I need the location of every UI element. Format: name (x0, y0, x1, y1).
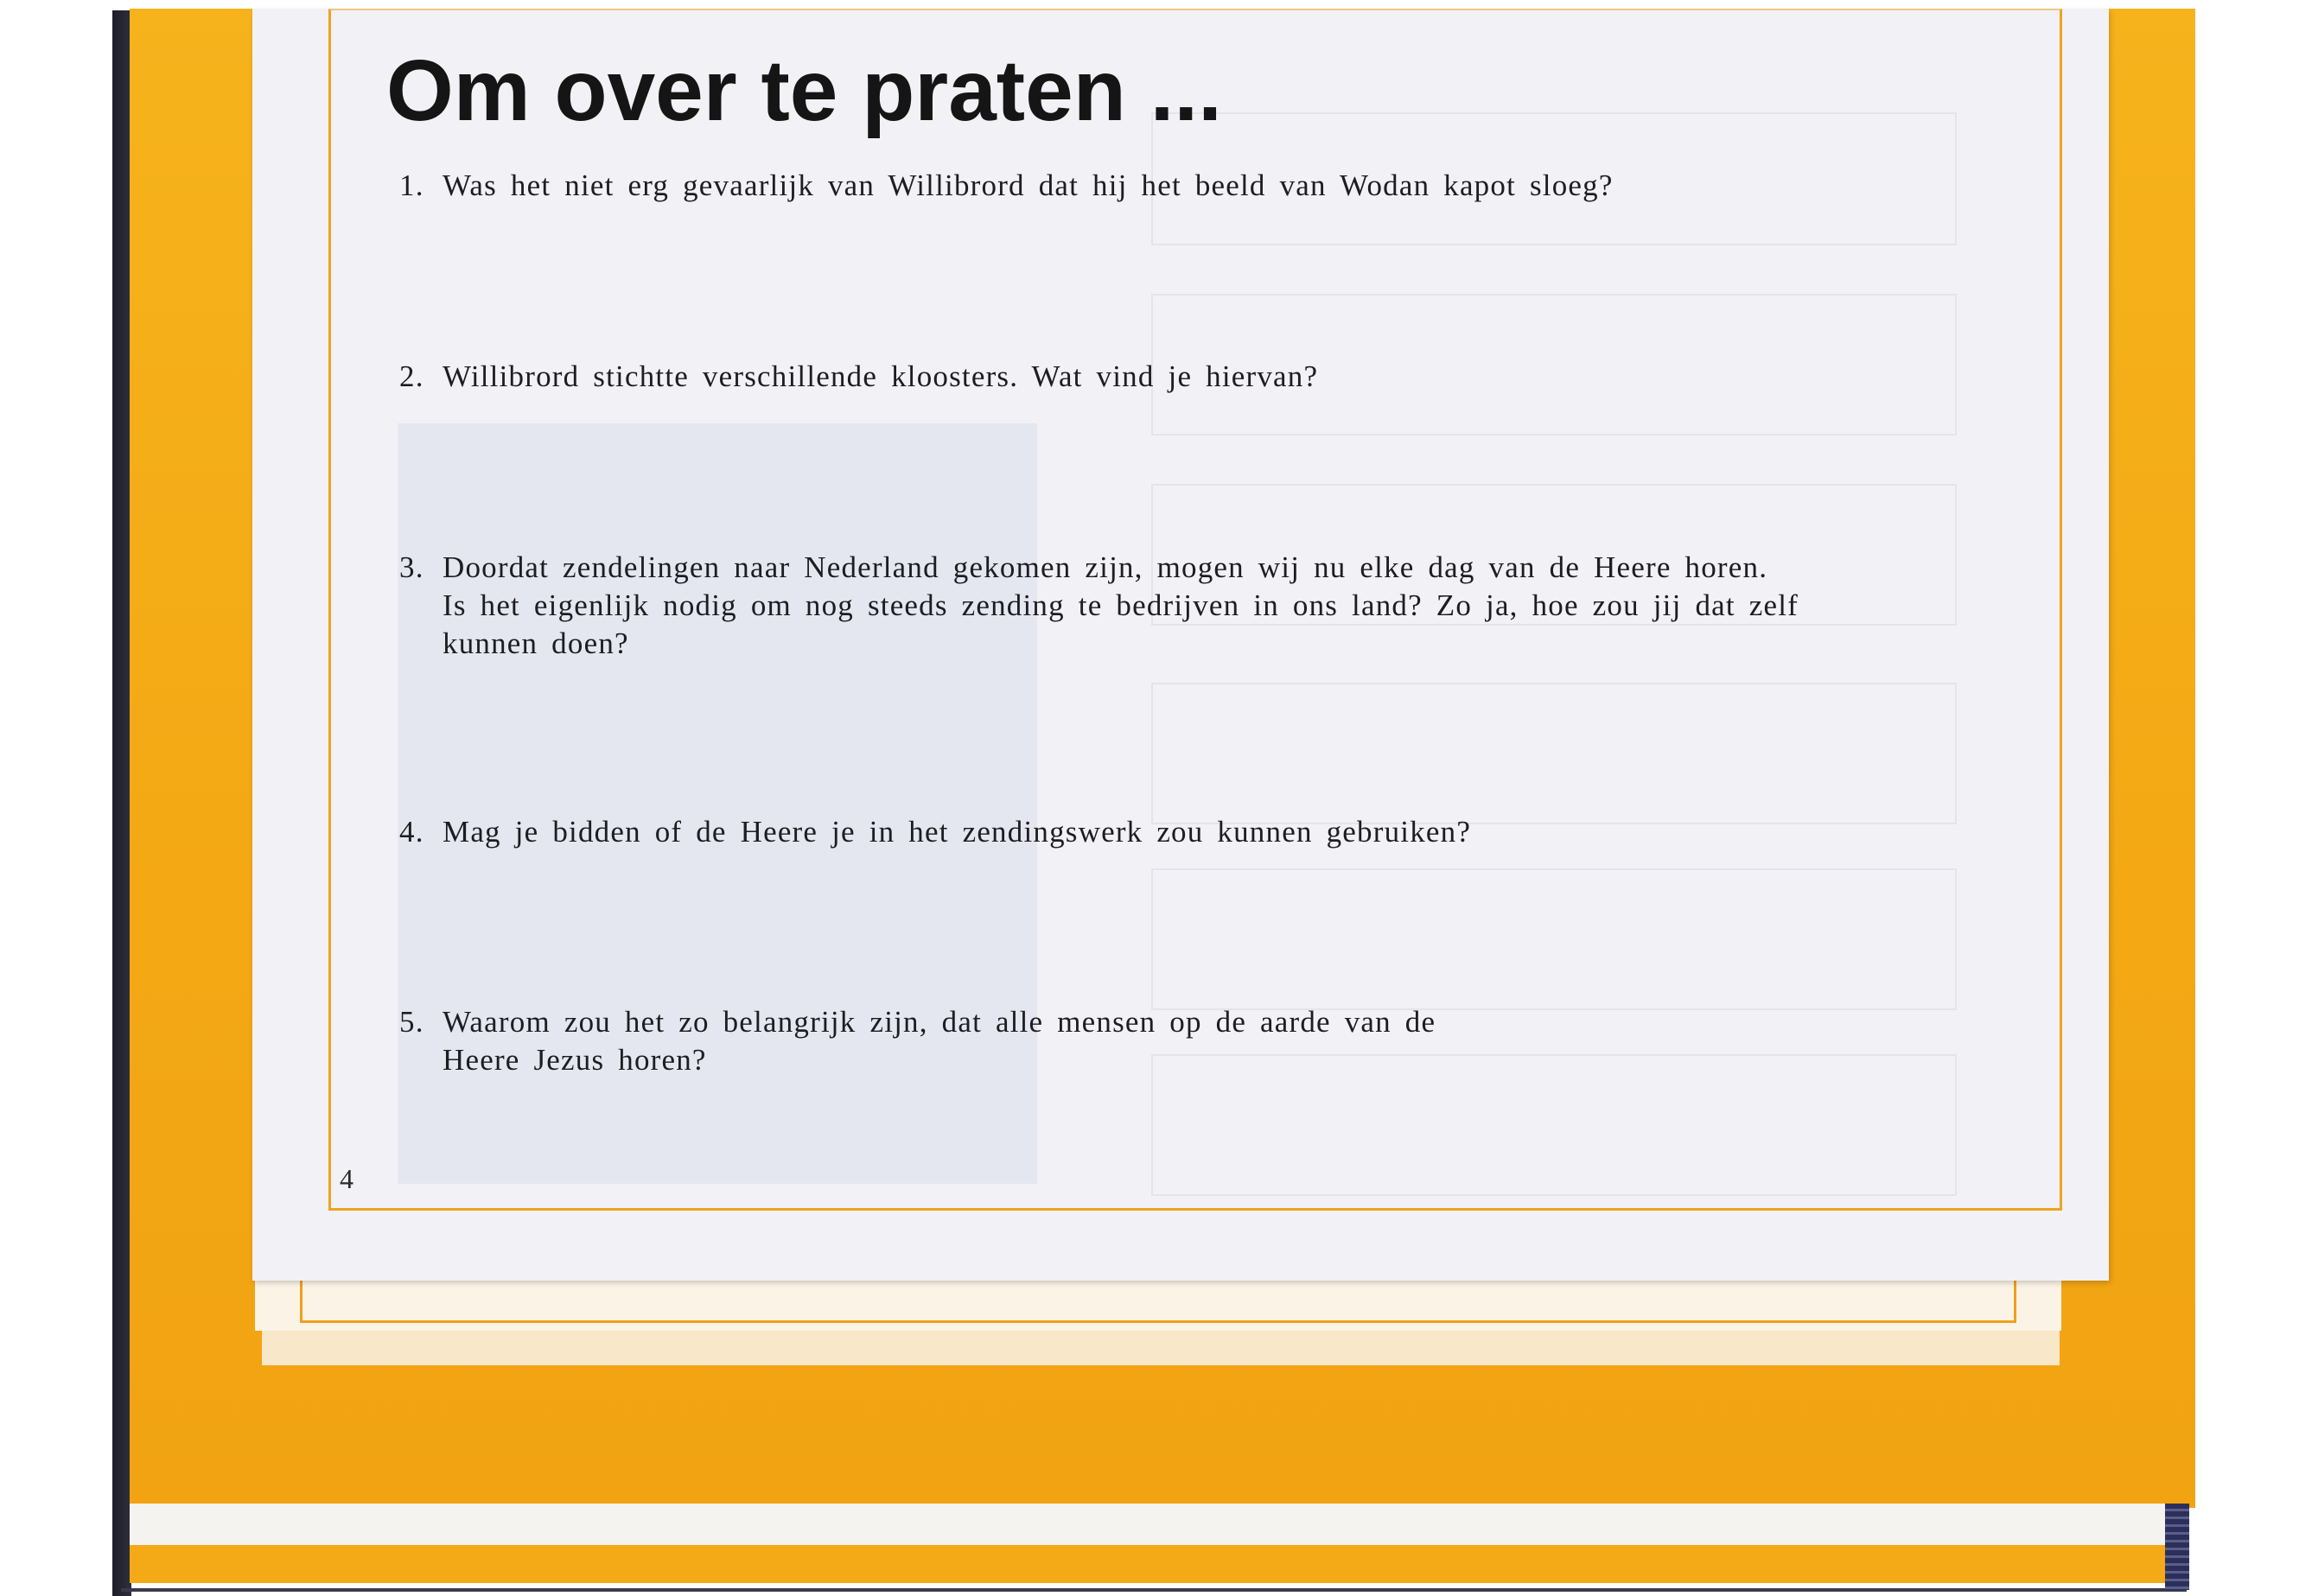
page-number: 4 (340, 1163, 353, 1194)
question-item (399, 167, 1955, 205)
question-number: 2. (399, 359, 424, 393)
question-item (399, 1003, 1955, 1079)
question-text: Mag je bidden of de Heere je in het zendingswerk zou kunnen gebruiken? (443, 815, 1472, 849)
question-number: 5. (399, 1005, 424, 1039)
binding-edge (2165, 1504, 2189, 1590)
question-number: 4. (399, 815, 424, 849)
question-item (399, 358, 1955, 396)
page-title: Om over te praten ... (386, 42, 1222, 139)
question-item (399, 549, 1955, 663)
question-text: Was het niet erg gevaarlijk van Willibrord dat hij het beeld van Wodan kapot sloeg? (443, 169, 1614, 202)
question-number: 1. (399, 169, 424, 202)
question-number: 3. (399, 550, 424, 584)
show-through-answer-box (1151, 868, 1957, 1010)
bottom-page-strip (130, 1504, 2178, 1583)
book-spine (112, 10, 131, 1596)
show-through-answer-box (1151, 683, 1957, 824)
bottom-rule (121, 1588, 2187, 1592)
question-item (399, 813, 1955, 851)
question-text: Willibrord stichtte verschillende kloosters. Wat vind je hiervan? (443, 359, 1319, 393)
question-text: Doordat zendelingen naar Nederland gekomen zijn, mogen wij nu elke dag van de Heere horen. Is het eigenlijk nodig om nog steeds zending te bedrijven in ons land? Zo ja, hoe zou jij dat zelf kunnen doen? (443, 550, 1799, 660)
question-text: Waarom zou het zo belangrijk zijn, dat alle mensen op de aarde van de Heere Jezus horen? (443, 1005, 1436, 1077)
